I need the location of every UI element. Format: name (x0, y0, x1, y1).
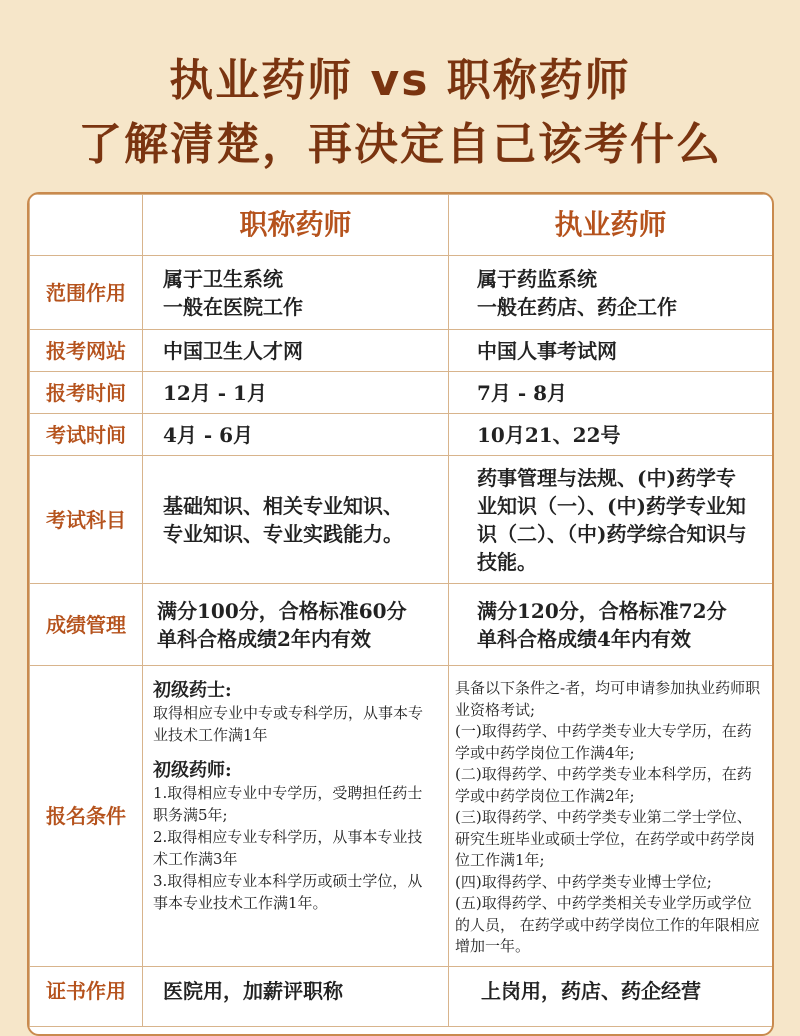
cell-score-title (143, 584, 449, 666)
cell-text: 满分100分，合格标准60分 (157, 598, 407, 623)
row-label-conditions: 报名条件 (30, 666, 143, 967)
condition-text: (五)取得药学、中药学类相关专业学历或学位的人员， 在药学或中药学岗位工作的年限相应增加一年。 (455, 894, 760, 955)
condition-text: (三)取得药学、中药学类专业第二学士学位、研究生班毕业或硕士学位，在药学或中药学岗位工作满1年; (455, 808, 756, 869)
table-header-row (30, 195, 773, 256)
condition-heading: 初级药士: (153, 680, 232, 701)
table-row (30, 256, 773, 330)
table-row (30, 456, 773, 584)
cell-site-title: 中国卫生人才网 (143, 330, 449, 372)
page-title: 执业药师 vs 职称药师 (169, 55, 631, 106)
row-label-subjects: 考试科目 (30, 456, 143, 584)
corner-cell (30, 195, 143, 256)
row-label-cert: 证书作用 (30, 966, 143, 1026)
table-row (30, 584, 773, 666)
row-label-site: 报考网站 (30, 330, 143, 372)
condition-text: 具备以下条件之-者，均可申请参加执业药师职业资格考试; (455, 679, 761, 719)
cell-text: 一般在医院工作 (163, 294, 303, 319)
condition-text: 取得相应专业中专或专科学历，从事本专业技术工作满1年 (153, 704, 424, 744)
cell-conditions-title (143, 666, 449, 967)
condition-text: (四)取得药学、中药学类专业博士学位; (455, 872, 712, 891)
cell-exam-time-title: 4月 - 6月 (143, 414, 449, 456)
cell-exam-time-practice: 10月21、22号 (449, 414, 773, 456)
table-row (30, 666, 773, 967)
cell-scope-title (143, 256, 449, 330)
cell-text: 满分120分，合格标准72分 (477, 598, 727, 623)
cell-reg-time-practice: 7月 - 8月 (449, 372, 773, 414)
condition-text: 2.取得相应专业专科学历，从事本专业技术工作满3年 (153, 828, 423, 868)
table-row (30, 966, 773, 1026)
condition-text: 1.取得相应专业中专学历，受聘担任药士职务满5年; (153, 784, 423, 824)
table-row (30, 414, 773, 456)
condition-text: 3.取得相应专业本科学历或硕士学位，从事本专业技术工作满1年。 (153, 872, 423, 912)
cell-subjects-title: 基础知识、相关专业知识、专业知识、专业实践能力。 (143, 456, 449, 584)
cell-subjects-practice: 药事管理与法规、(中)药学专业知识（一）、(中)药学专业知识（二）、（中)药学综合知识与技能。 (449, 456, 773, 584)
row-label-exam-time: 考试时间 (30, 414, 143, 456)
cell-text: 单科合格成绩4年内有效 (477, 626, 691, 651)
header-title-pharmacist: 职称药师 (143, 195, 449, 256)
cell-scope-practice (449, 256, 773, 330)
cell-text: 属于药监系统 (477, 266, 597, 291)
row-label-reg-time: 报考时间 (30, 372, 143, 414)
table-row (30, 330, 773, 372)
comparison-table (27, 192, 774, 1036)
row-label-score: 成绩管理 (30, 584, 143, 666)
cell-text: 属于卫生系统 (163, 266, 283, 291)
cell-text: 单科合格成绩2年内有效 (157, 626, 371, 651)
table-row (30, 372, 773, 414)
cell-cert-title: 医院用，加薪评职称 (143, 966, 449, 1026)
condition-text: (二)取得药学、中药学类专业本科学历，在药学或中药学岗位工作满2年; (455, 765, 752, 805)
cell-score-practice (449, 584, 773, 666)
cell-reg-time-title: 12月 - 1月 (143, 372, 449, 414)
cell-site-practice: 中国人事考试网 (449, 330, 773, 372)
condition-text: (一)取得药学、中药学类专业大专学历，在药学或中药学岗位工作满4年; (455, 722, 752, 762)
cell-conditions-practice (449, 666, 773, 967)
cell-text: 一般在药店、药企工作 (477, 294, 677, 319)
header-licensed-pharmacist: 执业药师 (449, 195, 773, 256)
condition-heading: 初级药师: (153, 760, 232, 781)
row-label-scope: 范围作用 (30, 256, 143, 330)
cell-cert-practice: 上岗用，药店、药企经营 (449, 966, 773, 1026)
page-subtitle: 了解清楚，再决定自己该考什么 (78, 119, 722, 170)
